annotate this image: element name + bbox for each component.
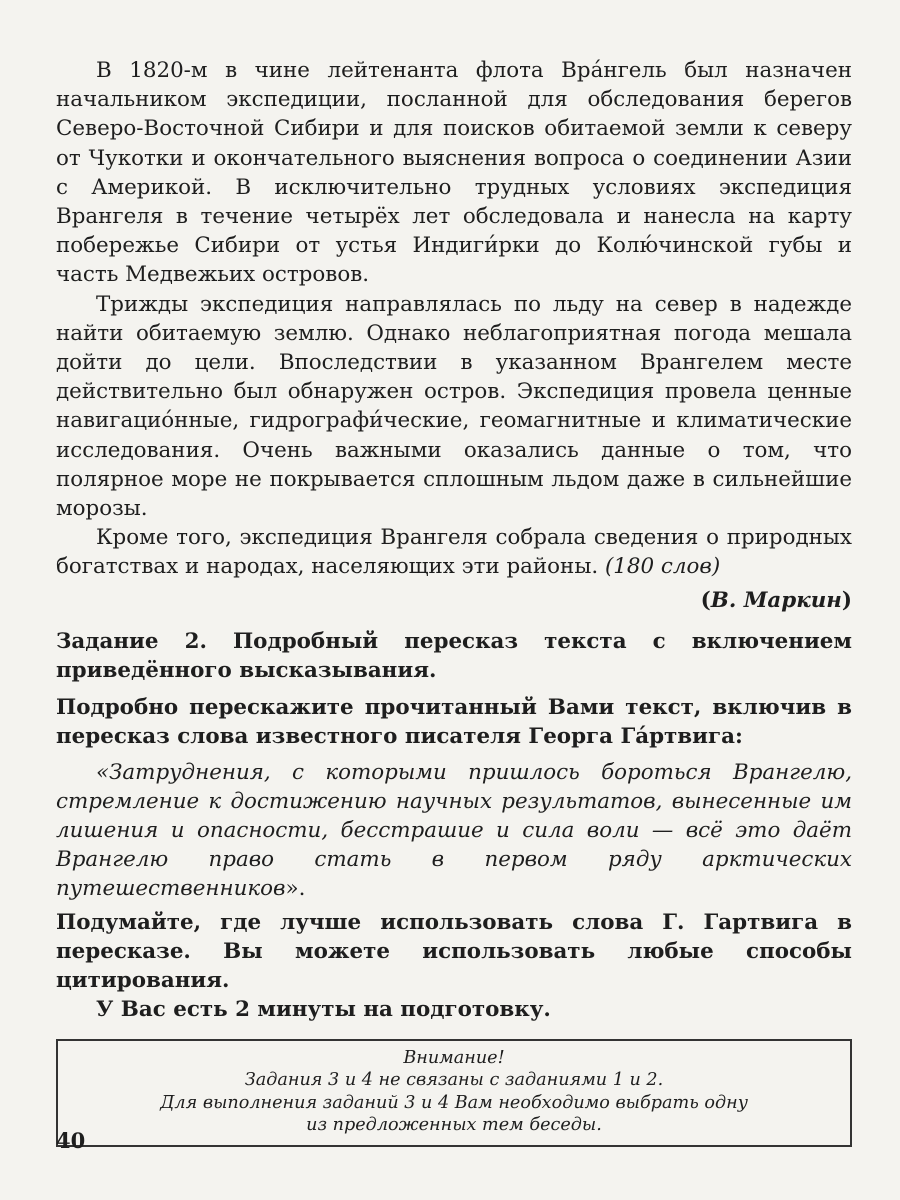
citation-hint: Подумайте, где лучше использовать слова Г. Гартвига в пересказе. Вы можете использовать любые способы цитирования.	[56, 909, 852, 994]
attention-notice-box	[56, 1039, 852, 1147]
author-name: В. Маркин	[710, 587, 842, 613]
notice-line-3: из предложенных тем беседы.	[306, 1115, 602, 1136]
notice-title: Внимание!	[403, 1047, 505, 1068]
word-count: (180 слов)	[604, 554, 721, 580]
text-paragraph-3	[56, 523, 852, 581]
task-2-heading: Задание 2. Подробный пересказ текста с включением приведённого высказывания.	[56, 628, 852, 684]
quote-end: ».	[285, 876, 306, 902]
author-attribution: (В. Маркин)	[700, 587, 852, 613]
paragraph-3-text: Кроме того, экспедиция Врангеля собрала сведения о природных богатствах и народах, населяющих эти районы.	[56, 525, 852, 580]
page-content	[56, 56, 852, 1147]
quote-text: «Затруднения, с которыми пришлось бороться Врангелю, стремление к достижению научных результатов, вынесенные им лишения и опасности, бесстрашие и сила воли — всё это даёт Врангелю право стать в первом ряду арктических путешественников	[56, 759, 852, 902]
text-paragraph-1: В 1820-м в чине лейтенанта флота Вра́нгель был назначен начальником экспедиции, посланной для обследования берегов Северо-Восточной Сибири и для поисков обитаемой земли к северу от Чукотки и окончательного выяснения вопроса о соединении Азии с Америкой. В исключительно трудных условиях экспедиция Врангеля в течение четырёх лет обследовала и нанесла на карту побережье Сибири от устья Индиги́рки до Колю́чинской губы и часть Медвежьих островов.	[56, 58, 852, 288]
page-number: 40	[56, 1128, 86, 1153]
notice-line-2: Для выполнения заданий 3 и 4 Вам необходимо выбрать одну	[160, 1092, 748, 1113]
prep-time-note: У Вас есть 2 минуты на подготовку.	[96, 997, 551, 1023]
task-instruction: Подробно перескажите прочитанный Вами текст, включив в пересказ слова известного писателя Георга Га́ртвига:	[56, 695, 852, 750]
notice-line-1: Задания 3 и 4 не связаны с заданиями 1 и 2.	[244, 1070, 664, 1091]
text-paragraph-2: Трижды экспедиция направлялась по льду на север в надежде найти обитаемую землю. Однако неблагоприятная погода мешала дойти до цели. Впоследствии в указанном Врангелем месте действительно был обнаружен остров. Экспедиция провела ценные навигацио́нные, гидрографи́ческие, геомагнитные и климатические исследования. Очень важными оказались данные о том, что полярное море не покрывается сплошным льдом даже в сильнейшие морозы.	[56, 291, 852, 522]
hartwig-quote	[56, 758, 852, 904]
